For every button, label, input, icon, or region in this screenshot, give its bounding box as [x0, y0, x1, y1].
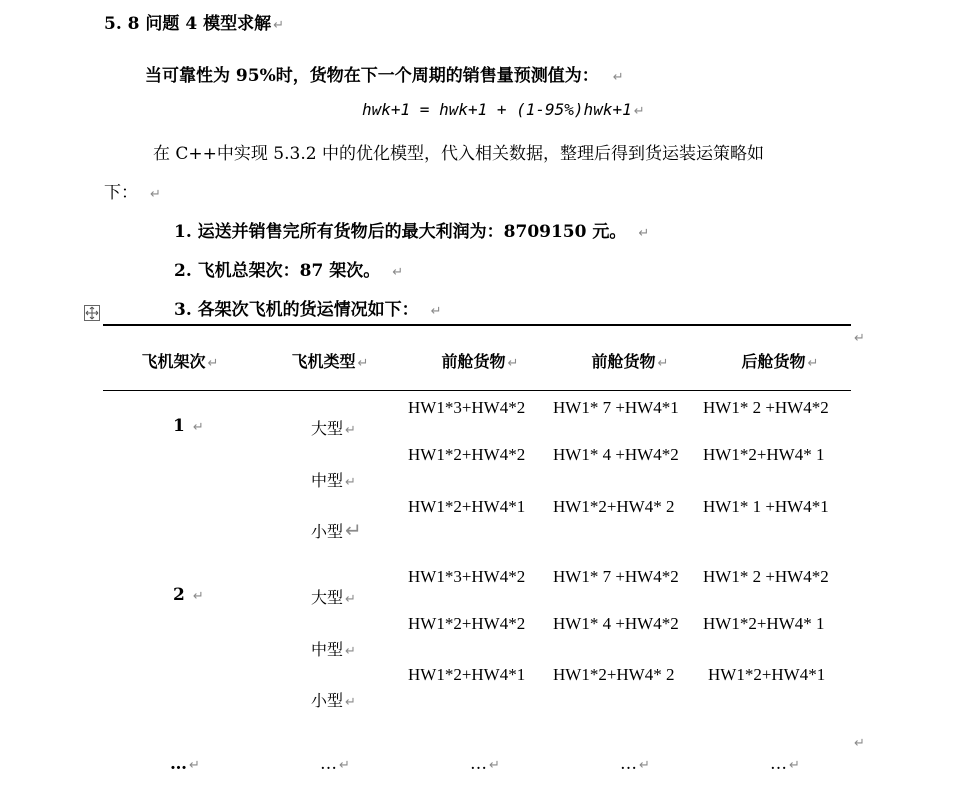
cargo-cell-text: HW1*2+HW4* 1 [703, 445, 825, 464]
cargo-cell-text: HW1*2+HW4* 2 [553, 497, 675, 516]
ellipsis-text: … [770, 754, 787, 774]
ellipsis-front-2 [620, 754, 650, 774]
cargo-cell [703, 497, 829, 517]
paragraph-mark-icon: ↵ [273, 18, 284, 33]
cargo-cell-text: HW1*2+HW4* 1 [703, 614, 825, 633]
cell-mark-icon: ↵ [345, 518, 362, 542]
row-end-mark-icon: ↵ [854, 331, 865, 346]
cargo-cell [703, 445, 824, 465]
flight-number [173, 416, 204, 436]
cargo-cell-text: HW1*3+HW4*2 [408, 398, 526, 417]
cargo-cell-text: HW1* 4 +HW4*2 [553, 445, 679, 464]
cell-mark-icon: ↵ [807, 356, 819, 371]
cell-mark-icon: ↵ [192, 589, 204, 604]
ellipsis-front-1 [470, 754, 500, 774]
cargo-cell [703, 567, 829, 587]
paragraph-mark-icon: ↵ [633, 104, 645, 119]
header-type-text: 飞机类型 [291, 352, 356, 371]
cell-mark-icon: ↵ [345, 695, 356, 710]
aircraft-type-text: 大型 [311, 419, 344, 438]
list-item-profit [174, 217, 649, 242]
cargo-cell [408, 567, 525, 587]
aircraft-type-text: 中型 [311, 471, 344, 490]
aircraft-type [311, 468, 356, 491]
paragraph-model-line2-text: 下： [104, 183, 138, 203]
cargo-cell-text: HW1*2+HW4*1 [708, 665, 826, 684]
header-rear-cargo [730, 349, 830, 372]
section-title-text: 5. 8 问题 4 模型求解 [104, 14, 272, 34]
cargo-cell [408, 665, 525, 685]
cargo-cell [703, 398, 829, 418]
list-item-cargo-text: 3. 各架次飞机的货运情况如下： [174, 300, 419, 320]
aircraft-type-text: 小型 [311, 691, 344, 710]
aircraft-type [311, 416, 356, 439]
cargo-cell [408, 398, 525, 418]
paragraph-reliability [145, 61, 624, 86]
aircraft-type [311, 585, 356, 608]
paragraph-mark-icon: ↵ [150, 187, 161, 202]
ellipsis-text: … [320, 754, 337, 774]
header-type [280, 349, 380, 372]
cell-mark-icon: ↵ [345, 592, 356, 607]
cargo-cell [553, 445, 679, 465]
cell-mark-icon: ↵ [345, 423, 356, 438]
cargo-cell-text: HW1* 1 +HW4*1 [703, 497, 829, 516]
header-front-cargo-2 [580, 349, 680, 372]
flight-number [173, 585, 204, 605]
cargo-cell-text: HW1*2+HW4* 2 [553, 665, 675, 684]
list-item-flights [174, 256, 403, 281]
cell-mark-icon: ↵ [207, 356, 219, 371]
cell-mark-icon: ↵ [192, 420, 204, 435]
cargo-cell [553, 614, 679, 634]
table-header-rule [103, 390, 851, 391]
paragraph-model-text: 在 C++中实现 5.3.2 中的优化模型，代入相关数据，整理后得到货运装运策略如 [153, 144, 764, 164]
cell-mark-icon: ↵ [507, 356, 519, 371]
aircraft-type [311, 637, 356, 660]
cargo-cell [408, 445, 525, 465]
paragraph-mark-icon: ↵ [612, 70, 624, 85]
header-front-cargo-1-text: 前舱货物 [441, 352, 506, 371]
header-front-cargo-1 [430, 349, 530, 372]
cargo-cell [553, 497, 674, 517]
table-top-rule [103, 324, 851, 326]
paragraph-model-line2 [104, 178, 161, 203]
cell-mark-icon: ↵ [657, 356, 669, 371]
cell-mark-icon: ↵ [639, 758, 650, 773]
list-item-profit-text: 1. 运送并销售完所有货物后的最大利润为：8709150 元。 [174, 222, 627, 242]
cargo-cell-text: HW1*3+HW4*2 [408, 567, 526, 586]
aircraft-type-text: 小型 [311, 522, 344, 541]
header-front-cargo-2-text: 前舱货物 [591, 352, 656, 371]
list-item-cargo [174, 295, 442, 320]
cargo-cell-text: HW1* 7 +HW4*1 [553, 398, 679, 417]
cargo-cell [553, 398, 679, 418]
cargo-cell [708, 665, 825, 685]
paragraph-reliability-text: 当可靠性为 95%时，货物在下一个周期的销售量预测值为： [145, 66, 599, 86]
row-end-mark-icon: ↵ [854, 736, 865, 751]
cell-mark-icon: ↵ [489, 758, 500, 773]
aircraft-type-text: 大型 [311, 588, 344, 607]
cell-mark-icon: ↵ [357, 356, 369, 371]
paragraph-mark-icon: ↵ [392, 265, 404, 280]
formula [362, 100, 645, 119]
cell-mark-icon: ↵ [345, 475, 356, 490]
header-flight-text: 飞机架次 [141, 352, 206, 371]
flight-number-text: 2 [173, 585, 185, 605]
cargo-cell [408, 497, 525, 517]
cargo-cell-text: HW1*2+HW4*2 [408, 445, 526, 464]
ellipsis-type [320, 754, 350, 774]
ellipsis-text: … [470, 754, 487, 774]
cargo-cell-text: HW1*2+HW4*2 [408, 614, 526, 633]
cell-mark-icon: ↵ [189, 758, 200, 773]
paragraph-mark-icon: ↵ [430, 304, 442, 319]
cargo-cell [703, 614, 824, 634]
cell-mark-icon: ↵ [345, 644, 356, 659]
aircraft-type [311, 518, 362, 542]
aircraft-type-text: 中型 [311, 640, 344, 659]
cargo-cell-text: HW1* 7 +HW4*2 [553, 567, 679, 586]
ellipsis-flight [170, 754, 200, 774]
paragraph-model-line1 [153, 139, 764, 164]
cargo-cell [553, 665, 674, 685]
aircraft-type [311, 688, 356, 711]
cell-mark-icon: ↵ [789, 758, 800, 773]
ellipsis-text: … [170, 754, 187, 774]
section-title [104, 9, 284, 34]
table-move-handle-icon[interactable] [84, 305, 100, 321]
cargo-cell-text: HW1* 4 +HW4*2 [553, 614, 679, 633]
cargo-cell-text: HW1* 2 +HW4*2 [703, 567, 829, 586]
formula-text: hwk+1 = hwk+1 + (1-95%)hwk+1 [362, 100, 632, 119]
flight-number-text: 1 [173, 416, 185, 436]
cargo-cell-text: HW1* 2 +HW4*2 [703, 398, 829, 417]
header-rear-cargo-text: 后舱货物 [741, 352, 806, 371]
list-item-flights-text: 2. 飞机总架次：87 架次。 [174, 261, 381, 281]
cell-mark-icon: ↵ [339, 758, 350, 773]
paragraph-mark-icon: ↵ [638, 226, 650, 241]
cargo-cell-text: HW1*2+HW4*1 [408, 665, 526, 684]
header-flight [130, 349, 230, 372]
cargo-cell-text: HW1*2+HW4*1 [408, 497, 526, 516]
cargo-cell [408, 614, 525, 634]
cargo-cell [553, 567, 679, 587]
ellipsis-text: … [620, 754, 637, 774]
ellipsis-rear [770, 754, 800, 774]
